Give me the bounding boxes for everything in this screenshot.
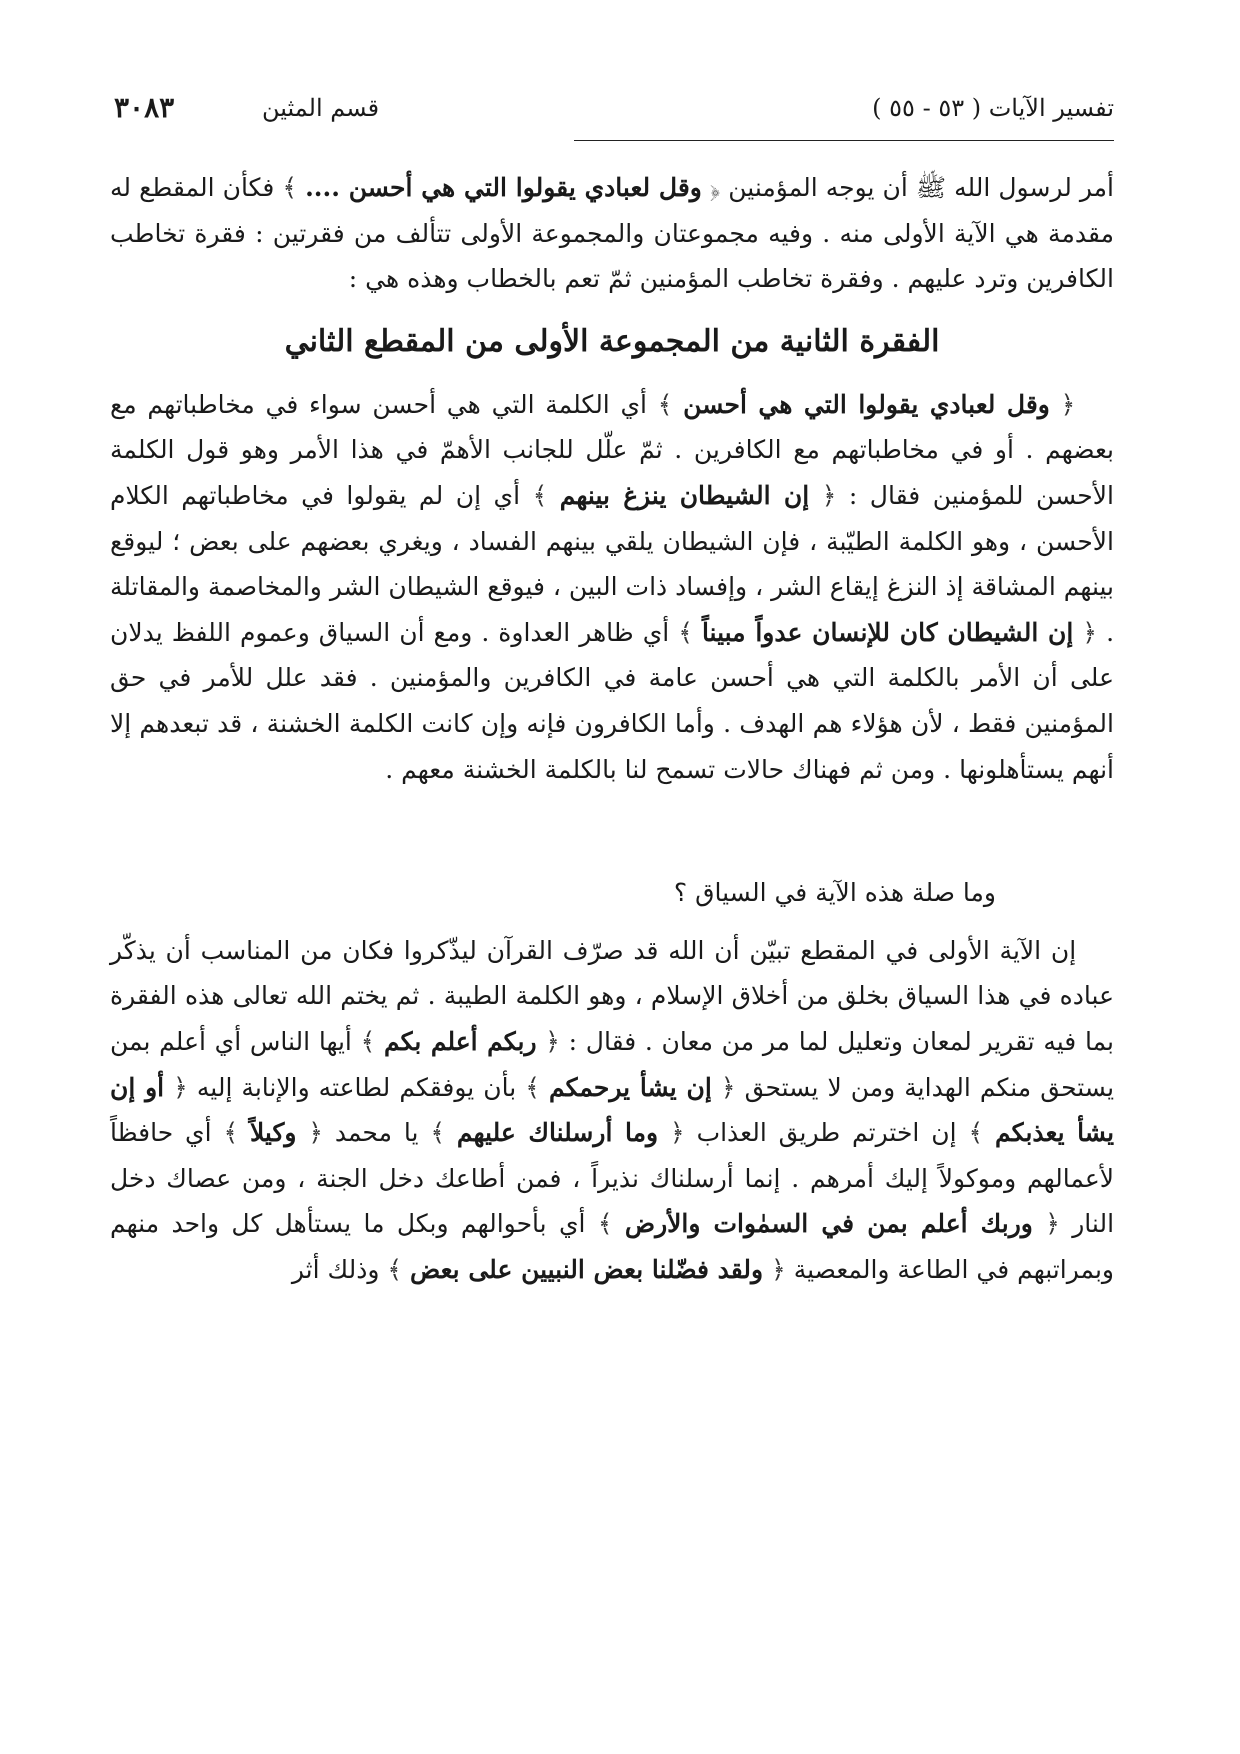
quran-bracket-open-icon: ﴿ [709,173,721,202]
commentary-text: إن اخترتم طريق العذاب [696,1118,957,1148]
quran-quote: وقل لعبادي يقولوا التي هي أحسن [683,389,1050,419]
quran-bracket-open-icon: ﴿ [670,1118,685,1148]
commentary-text: وذلك أثر [291,1254,380,1284]
page-number: ٣٠٨٣ [114,91,175,124]
quran-quote: وكيلاً [249,1118,297,1148]
intro-text-2: فكأن المقطع له مقدمة هي الآية الأولى منه . وفيه مجموعتان والمجموعة الأولى تتألف من فقرتين : فقرة تخاطب الكافرين وترد عليهم . وفقرة تخاطب المؤمنين ثمّ تعم بالخطاب وهذه هي : [110,173,1114,294]
commentary-text: أي ظاهر العداوة . ومع أن السياق وعموم اللفظ يدلان على أن الأمر بالكلمة التي هي أحسن عامة في الكافرين والمؤمنين . فقد علل للأمر في حق المؤمنين فقط ، لأن هؤلاء هم الهدف . وأما الكافرون فإنه وإن كانت الكلمة الخشنة ، قد تبعدهم إلا أنهم يستأهلونها . ومن ثم فهناك حالات تسمح لنا بالكلمة الخشنة معهم . [110,617,1114,784]
quran-quote: وقل لعبادي يقولوا التي هي أحسن .... [305,173,702,202]
quran-quote: إن يشأ يرحمكم [548,1072,712,1102]
quran-bracket-close-icon: ﴾ [282,173,298,202]
commentary-text: أي الكلمة التي هي أحسن سواء في مخاطباتهم مع بعضهم . أو في مخاطباتهم مع الكافرين . ثمّ علّل للجانب الأهمّ في هذا الأمر وهو قول الكلمة الأحسن للمؤمنين فقال : [110,389,1114,510]
quran-bracket-close-icon: ﴾ [657,389,673,419]
quran-bracket-close-icon: ﴾ [968,1118,984,1148]
quran-bracket-close-icon: ﴾ [532,480,548,510]
commentary-text: أي بأحوالهم وبكل ما يستأهل كل واحد منهم وبمراتبهم في الطاعة والمعصية [110,1209,1114,1284]
commentary-text: إن الآية الأولى في المقطع تبيّن أن الله قد صرّف القرآن ليذّكروا فكان من المناسب أن يذكّر عباده في هذا السياق بخلق من أخلاق الإسلام ، وهو الكلمة الطيبة . ثم يختم الله تعالى هذه الفقرة بما فيه تقرير لمعان وتعليل لما مر من معان . فقال : [110,935,1114,1056]
running-title: تفسير الآيات ( ٥٣ - ٥٥ ) [872,94,1114,122]
quran-bracket-open-icon: ﴿ [720,1072,736,1102]
intro-text-1: أمر لرسول الله ﷺ أن يوجه المؤمنين [728,173,1115,202]
commentary-paragraph-2 [110,928,1114,1293]
quran-bracket-open-icon: ﴿ [1060,389,1076,419]
quran-bracket-open-icon: ﴿ [1082,617,1098,647]
quran-bracket-open-icon: ﴿ [821,480,837,510]
quran-bracket-open-icon: ﴿ [308,1118,323,1148]
quran-quote: وربك أعلم بمن في السمٰوات والأرض [624,1209,1033,1239]
quran-bracket-open-icon: ﴿ [173,1072,188,1102]
quran-quote: إن الشيطان كان للإنسان عدواً مبيناً [701,617,1074,647]
quran-bracket-close-icon: ﴾ [597,1209,613,1239]
quran-quote: ربكم أعلم بكم [383,1026,537,1056]
part-label: قسم المثين [262,94,380,122]
quran-quote: إن الشيطان ينزغ بينهم [559,480,810,510]
quran-quote: ولقد فضّلنا بعض النبيين على بعض [409,1254,764,1284]
commentary-text: بأن يوفقكم لطاعته والإنابة إليه [196,1072,517,1102]
commentary-text: يا محمد [334,1118,419,1148]
intro-paragraph [110,165,1114,302]
quran-bracket-open-icon: ﴿ [771,1254,786,1284]
quran-bracket-close-icon: ﴾ [387,1254,403,1284]
quran-quote: أو إن يشأ يعذبكم [110,1072,1115,1148]
page-body [110,165,1114,1292]
commentary-paragraph-1 [110,382,1114,792]
header-divider [574,140,1114,141]
quran-bracket-close-icon: ﴾ [430,1118,445,1148]
page-header [114,88,1114,128]
quran-bracket-open-icon: ﴿ [1045,1209,1060,1239]
commentary-text: أي إن لم يقولوا في مخاطباتهم الكلام الأحسن ، وهو الكلمة الطيّبة ، فإن الشيطان يلقي بينهم الفساد ، ويغري بعضهم على بعض ؛ ليوقع بينهم المشاقة إذ النزغ إيقاع الشر ، وإفساد ذات البين ، فيوقع الشيطان الشر والمخاصمة والمقاتلة . [110,480,1115,647]
quran-bracket-open-icon: ﴿ [545,1026,560,1056]
quran-bracket-close-icon: ﴾ [678,617,693,647]
section-heading: الفقرة الثانية من المجموعة الأولى من المقطع الثاني [284,323,940,359]
context-question: وما صلة هذه الآية في السياق ؟ [673,878,996,908]
quran-bracket-close-icon: ﴾ [223,1118,239,1148]
commentary-text: أيها الناس أي أعلم بمن يستحق منكم الهداية ومن لا يستحق [110,1026,1115,1102]
quran-bracket-close-icon: ﴾ [525,1072,540,1102]
quran-quote: وما أرسلناك عليهم [456,1118,659,1148]
quran-bracket-close-icon: ﴾ [360,1026,376,1056]
commentary-text: أي حافظاً لأعمالهم وموكولاً إليك أمرهم . إنما أرسلناك نذيراً ، فمن أطاعك دخل الجنة ، ومن عصاك دخل النار [110,1118,1115,1239]
